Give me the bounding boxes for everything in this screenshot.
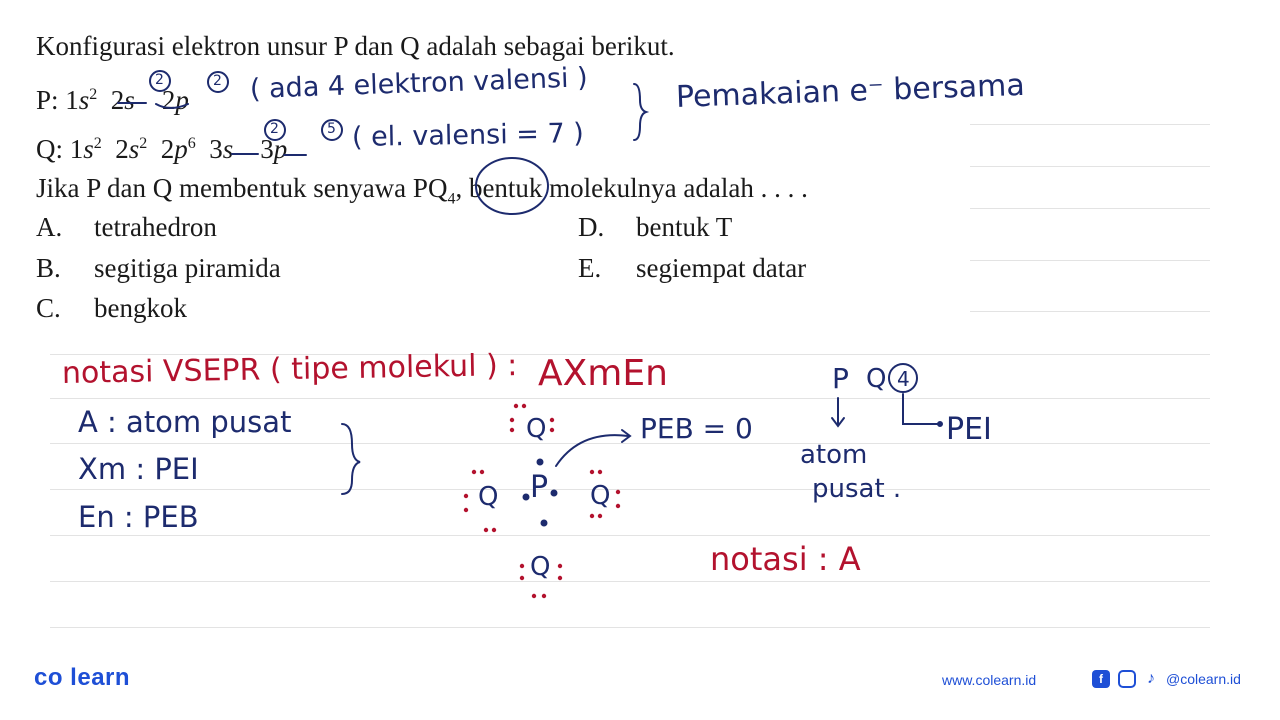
question-stem xyxy=(36,172,808,215)
q-valence-note: ( el. valensi = 7 ) xyxy=(351,117,585,153)
facebook-icon[interactable]: f xyxy=(1092,670,1110,688)
p-circled-2: 2 xyxy=(213,73,222,89)
option-d[interactable]: D. bentuk T xyxy=(578,212,733,242)
pq4-q: Q xyxy=(866,364,887,394)
option-b[interactable]: B. segitiga piramida xyxy=(36,253,281,283)
instagram-icon[interactable] xyxy=(1118,670,1136,688)
outer-atom-top: Q xyxy=(526,414,547,444)
question-intro: Konfigurasi elektron unsur P dan Q adalah sebagai berikut. xyxy=(36,31,675,61)
definition-a: A : atom pusat xyxy=(78,405,292,439)
p-circled-1: 2 xyxy=(155,72,164,88)
pq4-p: P xyxy=(832,362,849,395)
option-a[interactable]: A. tetrahedron xyxy=(36,212,217,242)
big-brace xyxy=(634,84,646,140)
pei-label: PEI xyxy=(946,412,992,447)
pusat-label: pusat . xyxy=(812,474,902,504)
notasi-bottom: notasi : A xyxy=(710,540,861,578)
social-handle[interactable]: @colearn.id xyxy=(1166,671,1241,687)
q-circled-1: 2 xyxy=(270,121,279,137)
notasi-formula: AXmEn xyxy=(538,353,668,394)
outer-atom-bottom: Q xyxy=(530,552,551,582)
q-label: Q: xyxy=(36,134,63,164)
colearn-logo: co learn xyxy=(34,664,131,691)
option-e[interactable]: E. segiempat datar xyxy=(578,253,807,283)
notasi-title: notasi VSEPR ( tipe molekul ) : xyxy=(61,348,518,391)
definition-e: En : PEB xyxy=(78,500,199,534)
pq4-n: 4 xyxy=(897,367,910,391)
definition-x: Xm : PEI xyxy=(78,452,199,486)
stem-after: , bentuk molekulnya adalah . . . . xyxy=(455,173,808,203)
atom-label: atom xyxy=(800,440,868,470)
p-valence-note: ( ada 4 elektron valensi ) xyxy=(249,62,589,105)
social-links xyxy=(1092,668,1241,690)
q-circled-2: 5 xyxy=(327,121,336,137)
compound: $PQ_4$ xyxy=(412,173,456,208)
peb-arrow xyxy=(556,435,628,466)
q-configuration: Q: $1s^2$ $2s^2$ $2p^6$ 3s 3p xyxy=(36,134,288,164)
p-label: P: xyxy=(36,85,59,115)
outer-atom-left: Q xyxy=(478,482,499,512)
definitions-brace xyxy=(342,424,360,494)
website-link[interactable]: www.colearn.id xyxy=(942,672,1037,688)
p-configuration: P: $1s^2$ 2s 2p xyxy=(36,85,189,115)
pairing-note: Pemakaian e⁻ bersama xyxy=(675,67,1026,115)
peb-label: PEB = 0 xyxy=(640,412,753,445)
stem-before: Jika P dan Q membentuk senyawa xyxy=(36,173,407,203)
option-c[interactable]: C. bengkok xyxy=(36,293,187,323)
outer-atom-right: Q xyxy=(590,481,611,511)
tiktok-icon[interactable]: ♪ xyxy=(1147,670,1155,687)
center-atom-p: P xyxy=(530,470,549,505)
pq4-down-arrow xyxy=(832,398,844,426)
